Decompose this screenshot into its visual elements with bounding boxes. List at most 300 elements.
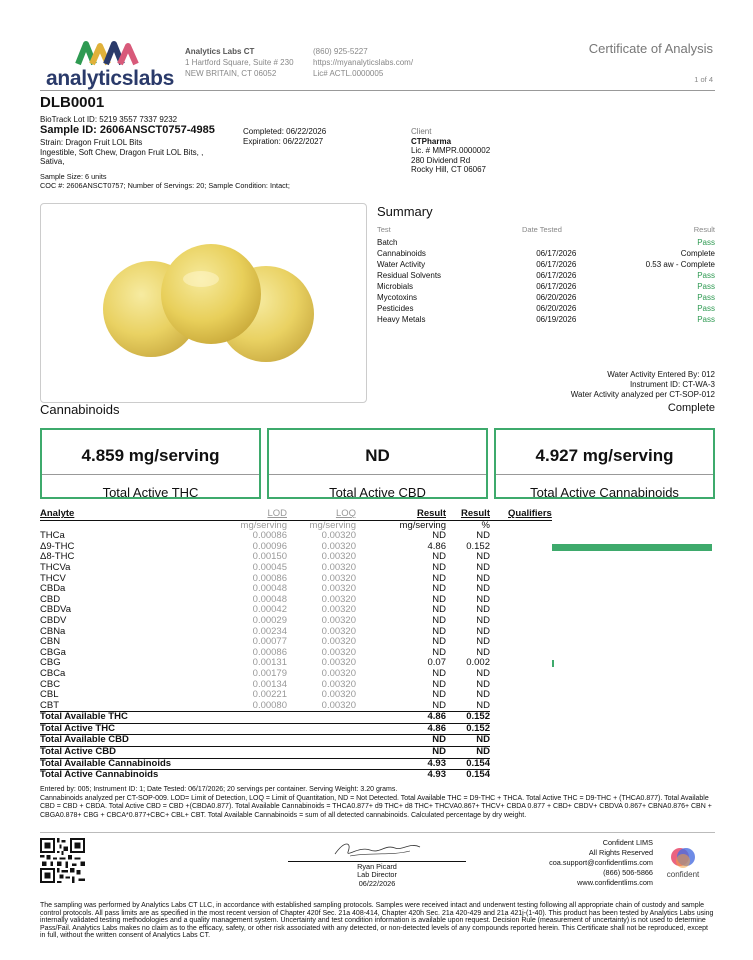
unit-lod: mg/serving [240,519,287,531]
analyte-loq: 0.00320 [321,604,356,616]
analyte-lod: 0.00179 [252,667,287,679]
analyte-name: CBDVa [40,604,71,616]
total-qual-blank [490,747,552,759]
analyte-result: 0.07 [427,657,446,669]
analyte-qualifier [490,658,552,669]
summary-result: Pass [697,282,715,291]
summary-test: Batch [377,238,398,247]
col-qualifiers: Qualifiers [490,509,552,520]
analyte-bar-cell [552,595,715,606]
product-type-2: Sativa, [40,157,65,166]
notes-line1: Entered by: 005; Instrument ID: 1; Date Tested: 06/17/2026; 20 servings per container. Serving Weight: 3.20 grams. [40,786,398,793]
box-value: 4.927 mg/serving [535,446,674,465]
biotrack-lot: BioTrack Lot ID: 5219 3557 7337 9232 [40,115,178,124]
total-bar-blank [552,723,715,735]
unit-pct: % [481,519,490,531]
analyte-qualifier [490,563,552,574]
col-pct: Result [450,509,490,520]
analyte-name: THCa [40,530,65,542]
summary-test: Pesticides [377,304,414,313]
analyte-bar-cell [552,531,715,542]
expiration-date: Expiration: 06/22/2027 [243,137,324,146]
total-result: 4.93 [356,758,450,770]
analyte-bar-cell [552,563,715,574]
wa-instrument: Instrument ID: CT-WA-3 [629,380,715,389]
box-label: Total Active THC [102,485,199,500]
total-qual-blank [490,712,552,724]
total-loq-blank [287,723,356,735]
analyte-name: CBG [40,657,61,669]
analyte-row [40,605,715,616]
analyte-lod: 0.00131 [252,657,287,669]
analyte-pct: ND [476,614,490,626]
analyte-row [40,637,715,648]
analyte-lod: 0.00134 [252,678,287,690]
summary-date: 06/17/2026 [536,271,577,280]
summary-date [491,237,591,248]
summary-date: 06/19/2026 [536,315,577,324]
analyte-result: ND [432,572,446,584]
analyte-result: ND [432,561,446,573]
total-pct: ND [450,747,490,759]
wa-entered-by: Water Activity Entered By: 012 [607,370,715,379]
col-bar [552,509,715,520]
dates [243,127,326,147]
summary-test: Cannabinoids [377,249,426,258]
summary-table [377,237,715,325]
lab-address1: 1 Hartford Square, Suite # 230 [185,58,294,67]
lims-phone: (866) 506-5866 [603,868,653,877]
director-date: 06/22/2026 [358,878,396,888]
units-bar-blank [552,520,715,531]
total-loq-blank [287,712,356,724]
lab-phone: (860) 925-5227 [313,47,368,56]
analyte-loq: 0.00320 [321,667,356,679]
coc-info: COC #: 2606ANSCT0757; Number of Servings: 20; Sample Condition: Intact; [40,181,290,190]
total-bar-blank [552,747,715,759]
analyte-pct: ND [476,593,490,605]
strain: Strain: Dragon Fruit LOL Bits [40,138,143,147]
analyte-qualifier [490,637,552,648]
total-row [40,747,715,759]
analyte-lod: 0.00234 [252,625,287,637]
lab-info [185,46,294,79]
analyte-row [40,531,715,542]
total-result: 4.86 [356,723,450,735]
total-row [40,770,715,781]
analyte-bar-cell [552,616,715,627]
analyte-table [40,509,715,781]
analyte-loq: 0.00320 [321,530,356,542]
analyte-result: ND [432,583,446,595]
analyte-row [40,542,715,553]
analyte-name: Δ8-THC [40,551,75,563]
analyte-row [40,648,715,659]
header-divider [40,90,715,91]
analyte-row [40,669,715,680]
total-result: 4.93 [356,770,450,781]
col-result: Result [356,509,450,520]
analyte-qualifier [490,690,552,701]
analyte-result: ND [432,530,446,542]
summary-test: Residual Solvents [377,271,442,280]
total-pct: 0.152 [450,723,490,735]
water-activity-info [571,370,715,400]
col-loq: LOQ [287,509,356,520]
client-info [411,127,490,175]
summary-result: Pass [697,238,715,247]
total-pct: 0.152 [450,712,490,724]
analyte-lod: 0.00150 [252,551,287,563]
analyte-pct: ND [476,678,490,690]
analyte-result: ND [432,699,446,711]
product-type-1: Ingestible, Soft Chew, Dragon Fruit LOL Bits, , [40,147,204,157]
total-pct: 0.154 [450,758,490,770]
analyte-name: CBN [40,636,61,648]
analyte-qualifier [490,584,552,595]
analyte-loq: 0.00320 [321,540,356,552]
total-lod-blank [178,747,287,759]
analyte-bar-cell [552,648,715,659]
lims-name: Confident LIMS [602,838,653,847]
summary-result: 0.53 aw - Complete [645,260,715,269]
summary-row [377,237,715,248]
qr-code-icon[interactable] [40,838,85,883]
analyte-pct: ND [476,604,490,616]
analyte-name: CBGa [40,646,66,658]
analyte-row [40,616,715,627]
client-address2: Rocky Hill, CT 06067 [411,165,486,175]
cannabinoids-status: Complete [667,402,715,414]
unit-loq: mg/serving [309,519,356,531]
box-value: ND [365,446,390,465]
total-qual-blank [490,735,552,747]
total-bar-blank [552,758,715,770]
sample-id: Sample ID: 2606ANSCT0757-4985 [40,124,215,136]
analyte-loq: 0.00320 [321,699,356,711]
analyte-bar-cell [552,658,715,669]
cannabinoids-title: Cannabinoids [40,402,120,417]
analyte-result: ND [432,614,446,626]
analyte-pct: ND [476,572,490,584]
sample-size: Sample Size: 6 units [40,172,107,181]
units-qual-blank [490,520,552,531]
analyte-name: CBL [40,689,59,701]
analyte-qualifier [490,542,552,553]
total-row [40,735,715,747]
total-pct: 0.154 [450,770,490,781]
director-info [288,863,466,888]
completed-date: Completed: 06/22/2026 [243,127,327,136]
lab-license: Lic# ACTL.0000005 [313,69,384,78]
sample-code: DLB0001 [40,94,105,111]
lab-name: Analytics Labs CT [185,47,255,56]
total-name: Total Available Cannabinoids [40,758,178,770]
total-qual-blank [490,770,552,781]
total-active-thc-box [40,428,261,499]
total-bar-blank [552,770,715,781]
analyte-result: ND [432,604,446,616]
analyte-loq: 0.00320 [321,572,356,584]
analyte-loq: 0.00320 [321,561,356,573]
summary-test: Heavy Metals [377,315,426,324]
strain-info [40,138,240,167]
analyte-result: ND [432,667,446,679]
analyte-result: ND [432,678,446,690]
analyte-lod: 0.00048 [252,583,287,595]
analyte-loq: 0.00320 [321,625,356,637]
lims-email[interactable]: coa.support@confidentlims.com [549,858,653,867]
logo-wordmark: analyticslabs [46,67,175,90]
analyte-pct: 0.152 [466,540,490,552]
analyte-loq: 0.00320 [321,646,356,658]
total-loq-blank [287,758,356,770]
summary-date: 06/17/2026 [536,260,577,269]
analyte-level-bar [552,660,554,667]
analyte-row [40,552,715,563]
total-name: Total Available THC [40,712,178,724]
total-bar-blank [552,712,715,724]
director-name: Ryan Picard [357,862,397,871]
lab-address2: NEW BRITAIN, CT 06052 [185,69,277,78]
lims-web[interactable]: www.confidentlims.com [577,878,653,887]
lims-rights: All Rights Reserved [588,848,653,857]
director-signature [330,838,425,860]
product-photo [40,203,367,403]
analyte-qualifier [490,616,552,627]
analyte-pct: ND [476,530,490,542]
total-active-cannabinoids-box [494,428,715,499]
total-result: 4.86 [356,712,450,724]
analyte-pct: 0.002 [466,657,490,669]
summary-result: Pass [697,271,715,280]
summary-test: Mycotoxins [377,293,418,302]
gummy-image [41,204,367,403]
notes-line2: Cannabinoids analyzed per CT-SOP-009. LOD= Limit of Detection, LOQ = Limit of Quantitation, ND = Not Detected. Total Available THC = D9-THC + THCA. Total Active THC = D9-THC + (THCA0.877). Total Available CBD = CBD + CBDA. Total Active CBD = CBD +(CBDA0.877). Total Available Cannabinoids = THCA0.877+ d9 THC+ d8 THC+ THCVA0.867+ THCV+ CBDA 0.877 + CBD+ CBDV+ CBDVA 0.867+ CBNA0.876+ CBN + CBGA0.878+ CBG + CBCA*0.877+CBC+ CBL+ CBT. Total Available Cannabinoids = sum of all detected cannabinoids. Calculated percentage by dry weight. [40,794,712,819]
total-active-cbd-box [267,428,488,499]
analyte-lod: 0.00086 [252,530,287,542]
analyte-row [40,627,715,638]
analyte-result: ND [432,625,446,637]
box-divider [269,474,486,475]
footer-divider [40,832,715,833]
analyte-result: ND [432,593,446,605]
analyte-loq: 0.00320 [321,551,356,563]
total-qual-blank [490,758,552,770]
total-row [40,712,715,724]
summary-header-result: Result [693,225,715,234]
total-qual-blank [490,723,552,735]
analyte-row [40,690,715,701]
analyte-qualifier [490,627,552,638]
analyte-pct: ND [476,625,490,637]
summary-result: Pass [697,304,715,313]
lab-contact [313,46,413,79]
box-divider [42,474,259,475]
analyte-loq: 0.00320 [321,593,356,605]
disclaimer: The sampling was performed by Analytics Labs CT LLC, in accordance with established sampling protocols. Samples were received intact and underwent testing following all appropriate chain of custody and sample control protocols. All pass limits are as specified in the most recent version of Chapter 420f Sec. 21a 408-414, Chapter 420h Sec. 21a 420-429 and 21a 421j-(1-40). This product has been tested by Analytics Labs using internally validated testing methodologies and a quality management system. Uncertainty and test condition information is available upon request. Decision Rule (measurement of uncertainty) is not used to determine Pass/Fail. Analytics Labs makes no claim as to the efficacy, safety, or other risk associated with any detected, or non-detected levels of any compounds reported herein. This Certificate shall not be reproduced, except in full, without the written consent of Analytics Labs CT. [40,902,714,940]
analyte-result: ND [432,646,446,658]
total-name: Total Active Cannabinoids [40,770,178,781]
total-bar-blank [552,735,715,747]
analyte-lod: 0.00221 [252,689,287,701]
analyte-lod: 0.00045 [252,561,287,573]
analyte-table-header [40,509,715,520]
analyte-bar-cell [552,605,715,616]
analyte-name: CBNa [40,625,66,637]
analyte-name: CBT [40,699,59,711]
analyte-result: ND [432,551,446,563]
analyte-name: CBC [40,678,61,690]
analyte-qualifier [490,552,552,563]
total-row [40,723,715,735]
analyte-lod: 0.00077 [252,636,287,648]
client-license: Lic. # MMPR.0000002 [411,146,491,156]
analyte-row [40,701,715,712]
analyte-loq: 0.00320 [321,657,356,669]
analyte-pct: ND [476,636,490,648]
total-pct: ND [450,735,490,747]
analyte-loq: 0.00320 [321,678,356,690]
analyte-lod: 0.00080 [252,699,287,711]
analyte-result: 4.86 [427,540,446,552]
analyte-name: CBDa [40,583,66,595]
analyte-loq: 0.00320 [321,583,356,595]
total-loq-blank [287,735,356,747]
analyte-qualifier [490,574,552,585]
col-analyte: Analyte [40,509,178,520]
lab-website[interactable]: https://myanalyticslabs.com/ [313,58,414,67]
summary-row [377,248,715,259]
analyte-row [40,563,715,574]
client-label: Client [411,127,432,136]
client-address1: 280 Dividend Rd [411,155,471,165]
total-lod-blank [178,735,287,747]
analyte-name: CBDV [40,614,67,626]
summary-row [377,270,715,281]
analyte-name: CBD [40,593,61,605]
summary-result: Pass [697,293,715,302]
unit-result: mg/serving [399,519,446,531]
document-title: Certificate of Analysis [588,41,713,56]
confident-wordmark: confident [666,870,700,879]
analyte-bar-cell [552,680,715,691]
box-label: Total Active CBD [329,485,426,500]
total-result: ND [356,747,450,759]
analyte-lod: 0.00042 [252,604,287,616]
analyte-level-bar [552,544,712,551]
analyte-bar-cell [552,637,715,648]
analyte-lod: 0.00086 [252,572,287,584]
summary-result: Pass [697,315,715,324]
analyte-name: THCVa [40,561,71,573]
summary-row [377,292,715,303]
analyte-qualifier [490,605,552,616]
summary-test: Water Activity [377,260,426,269]
analyte-row [40,680,715,691]
analyte-loq: 0.00320 [321,689,356,701]
analyte-bar-cell [552,690,715,701]
analyte-bar-cell [552,584,715,595]
analyte-pct: ND [476,667,490,679]
summary-date: 06/17/2026 [536,282,577,291]
col-lod: LOD [178,509,287,520]
total-lod-blank [178,758,287,770]
box-label: Total Active Cannabinoids [530,485,679,500]
total-name: Total Available CBD [40,735,178,747]
total-name: Total Active THC [40,723,178,735]
summary-result: Complete [680,249,715,258]
analyte-qualifier [490,648,552,659]
total-loq-blank [287,770,356,781]
summary-title: Summary [377,204,433,219]
analyte-bar-cell [552,542,715,553]
summary-date: 06/20/2026 [536,293,577,302]
box-value: 4.859 mg/serving [81,446,220,465]
total-name: Total Active CBD [40,747,178,759]
analyte-result: ND [432,636,446,648]
analyte-pct: ND [476,646,490,658]
analyte-lod: 0.00096 [252,540,287,552]
analyte-row [40,584,715,595]
analyte-result: ND [432,689,446,701]
sample-size-info [40,172,290,190]
analyte-pct: ND [476,561,490,573]
analyte-qualifier [490,595,552,606]
units-row [40,520,715,531]
method-notes [40,786,715,820]
analyte-name: CBCa [40,667,66,679]
analyte-loq: 0.00320 [321,614,356,626]
analyte-qualifier [490,680,552,691]
analyte-bar-cell [552,701,715,712]
summary-header-test: Test [377,225,391,234]
summary-row [377,281,715,292]
analyte-lod: 0.00029 [252,614,287,626]
box-divider [496,474,713,475]
analyte-pct: ND [476,689,490,701]
total-lod-blank [178,770,287,781]
summary-row [377,314,715,325]
analyte-pct: ND [476,551,490,563]
summary-header-date: Date Tested [522,225,562,234]
summary-row [377,303,715,314]
total-lod-blank [178,723,287,735]
analyte-row [40,595,715,606]
analyte-bar-cell [552,669,715,680]
analyte-loq: 0.00320 [321,636,356,648]
analyte-name: THCV [40,572,66,584]
summary-test: Microbials [377,282,414,291]
total-row [40,758,715,770]
summary-date: 06/17/2026 [536,249,577,258]
total-loq-blank [287,747,356,759]
analyte-qualifier [490,701,552,712]
analyte-name: Δ9-THC [40,540,75,552]
lims-info [549,838,653,888]
analyte-row [40,658,715,669]
analyte-bar-cell [552,574,715,585]
analyte-pct: ND [476,583,490,595]
page-number: 1 of 4 [694,75,713,84]
summary-date: 06/20/2026 [536,304,577,313]
wa-sop: Water Activity analyzed per CT-SOP-012 [570,390,715,399]
analyte-qualifier [490,531,552,542]
analyte-bar-cell [552,627,715,638]
total-lod-blank [178,712,287,724]
director-title: Lab Director [357,870,397,880]
analyte-pct: ND [476,699,490,711]
